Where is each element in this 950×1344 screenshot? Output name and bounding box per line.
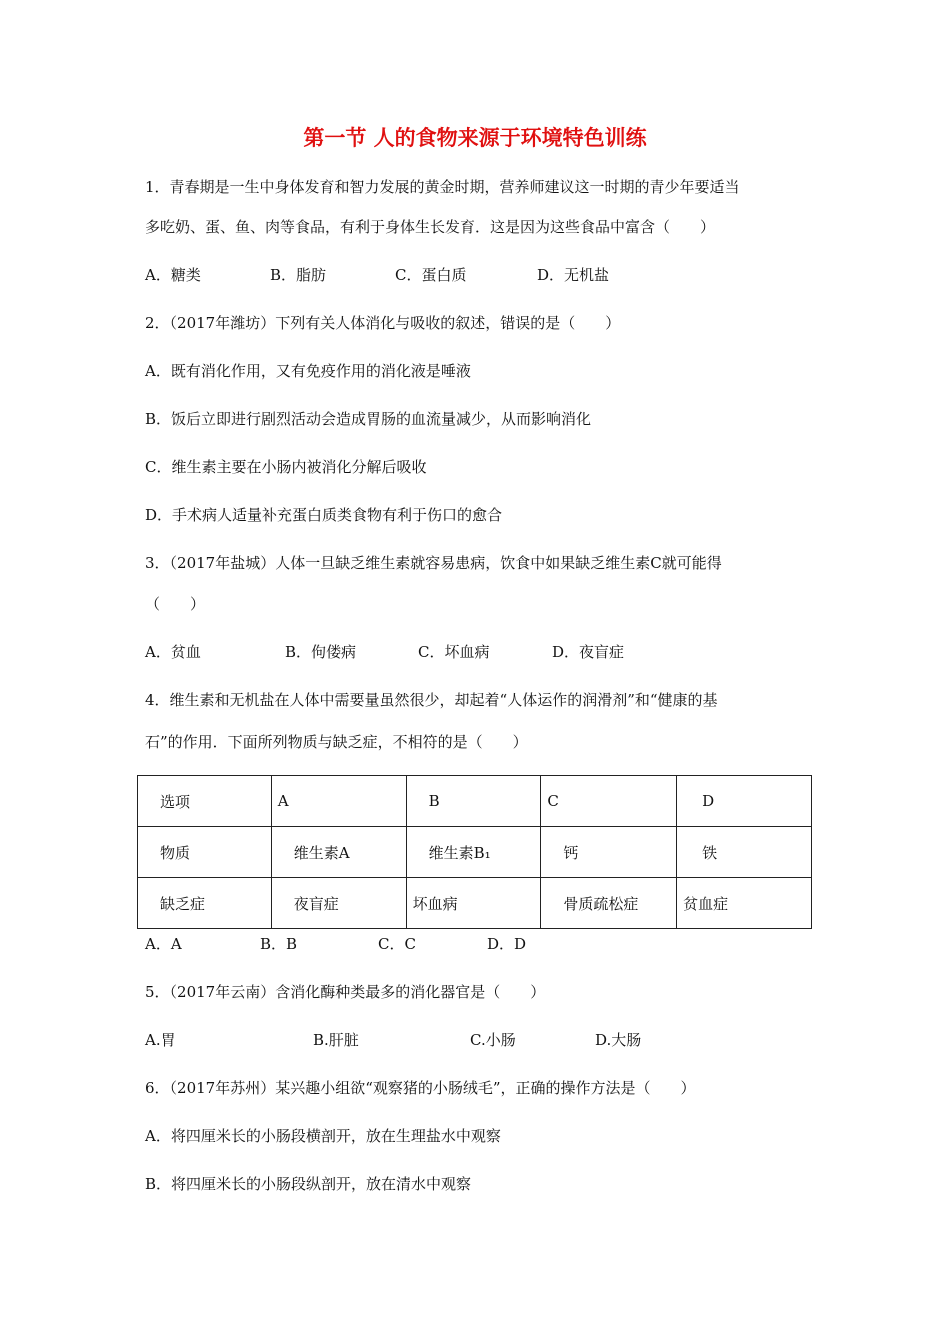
table-cell: C: [541, 776, 677, 827]
q2-option-c: C．维生素主要在小肠内被消化分解后吸收: [145, 458, 427, 476]
table-cell: 维生素A: [271, 827, 406, 878]
table-cell: 坏血病: [406, 878, 541, 929]
q1-option-a: A．糖类: [145, 266, 201, 284]
q5-option-b: B.肝脏: [313, 1031, 359, 1049]
q6-stem: 6．（2017年苏州）某兴趣小组欲“观察猪的小肠绒毛”，正确的操作方法是（ ）: [145, 1079, 696, 1097]
table-cell: A: [271, 776, 406, 827]
q2-option-b: B．饭后立即进行剧烈活动会造成胃肠的血流量减少，从而影响消化: [145, 410, 592, 428]
q2-option-a: A．既有消化作用，又有免疫作用的消化液是唾液: [145, 362, 471, 380]
q4-stem-line2: 石”的作用．下面所列物质与缺乏症，不相符的是（ ）: [145, 733, 528, 751]
table-cell: 夜盲症: [271, 878, 406, 929]
q1-option-c: C．蛋白质: [395, 266, 467, 284]
page-title: 第一节 人的食物来源于环境特色训练: [303, 126, 647, 150]
q3-option-a: A．贫血: [145, 643, 201, 661]
table-cell: D: [677, 776, 812, 827]
q1-option-b: B．脂肪: [270, 266, 327, 284]
q4-table: [137, 775, 812, 929]
table-row: [138, 776, 812, 827]
q5-option-c: C.小肠: [470, 1031, 516, 1049]
q1-stem-line1: 1．青春期是一生中身体发育和智力发展的黄金时期，营养师建议这一时期的青少年要适当: [145, 178, 740, 196]
table-cell: 骨质疏松症: [541, 878, 677, 929]
table-cell: 铁: [677, 827, 812, 878]
q4-option-b: B．B: [260, 935, 298, 953]
q3-option-d: D．夜盲症: [552, 643, 625, 661]
q3-option-b: B．佝偻病: [285, 643, 357, 661]
q5-option-a: A.胃: [145, 1031, 176, 1049]
q4-option-d: D．D: [487, 935, 527, 953]
q2-stem: 2．（2017年潍坊）下列有关人体消化与吸收的叙述，错误的是（ ）: [145, 314, 621, 332]
q4-stem-line1: 4．维生素和无机盐在人体中需要量虽然很少，却起着“人体运作的润滑剂”和“健康的基: [145, 691, 718, 709]
table-cell: 贫血症: [677, 878, 812, 929]
q4-option-c: C．C: [378, 935, 416, 953]
q3-option-c: C．坏血病: [418, 643, 490, 661]
table-cell: 物质: [138, 827, 272, 878]
q5-option-d: D.大肠: [595, 1031, 642, 1049]
q2-option-d: D．手术病人适量补充蛋白质类食物有利于伤口的愈合: [145, 506, 503, 524]
q6-option-b: B．将四厘米长的小肠段纵剖开，放在清水中观察: [145, 1175, 472, 1193]
table-cell: 选项: [138, 776, 272, 827]
table-row: [138, 878, 812, 929]
table-row: [138, 827, 812, 878]
q1-option-d: D．无机盐: [537, 266, 610, 284]
q4-option-a: A．A: [145, 935, 182, 953]
q1-stem-line2: 多吃奶、蛋、鱼、肉等食品，有利于身体生长发育．这是因为这些食品中富含（ ）: [145, 218, 716, 236]
q6-option-a: A．将四厘米长的小肠段横剖开，放在生理盐水中观察: [145, 1127, 501, 1145]
table-cell: 钙: [541, 827, 677, 878]
q5-stem: 5．（2017年云南）含消化酶种类最多的消化器官是（ ）: [145, 983, 546, 1001]
q3-stem-line2: （ ）: [145, 595, 206, 613]
table-cell: 缺乏症: [138, 878, 272, 929]
table-cell: B: [406, 776, 541, 827]
table-cell: 维生素B₁: [406, 827, 541, 878]
q3-stem-line1: 3．（2017年盐城）人体一旦缺乏维生素就容易患病，饮食中如果缺乏维生素C就可能得: [145, 554, 722, 572]
